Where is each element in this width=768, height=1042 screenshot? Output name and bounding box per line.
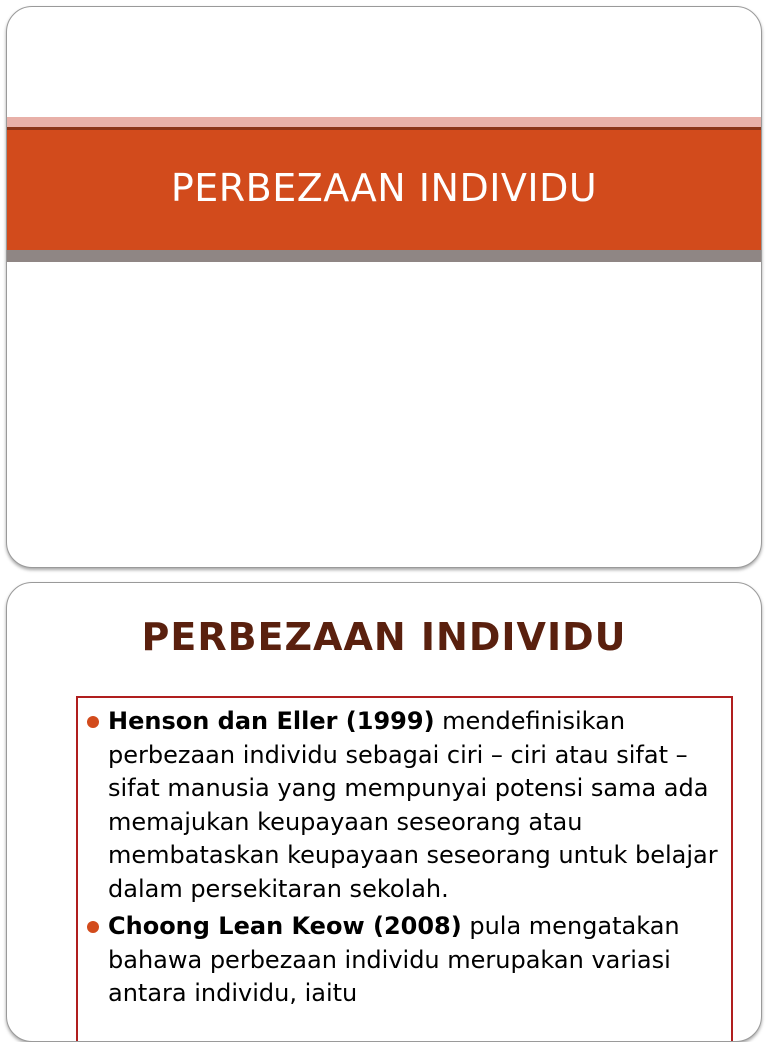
bullet-text: pula mengatakan bahawa perbezaan individu merupakan variasi antara individu, iaitu <box>108 912 680 1007</box>
content-slide <box>6 582 762 1042</box>
content-title: PERBEZAAN INDIVIDU <box>141 615 627 659</box>
bullet-icon <box>87 921 99 933</box>
bullet-item <box>108 705 721 906</box>
definition-box <box>76 696 733 1042</box>
bullet-author: Choong Lean Keow (2008) <box>108 912 462 940</box>
slide-title: PERBEZAAN INDIVIDU <box>170 166 598 210</box>
band-highlight <box>7 117 761 127</box>
title-slide <box>6 6 762 568</box>
bullet-author: Henson dan Eller (1999) <box>108 707 435 735</box>
title-band <box>7 130 761 250</box>
bullet-text: mendefinisikan perbezaan individu sebagai ciri – ciri atau sifat – sifat manusia yang mempunyai potensi sama ada memajukan keupayaan seseorang atau membataskan keupayaan seseorang untuk belajar dalam persekitaran sekolah. <box>108 707 718 903</box>
bullet-icon <box>87 716 99 728</box>
band-shadow <box>7 250 761 262</box>
bullet-item <box>108 910 721 1011</box>
